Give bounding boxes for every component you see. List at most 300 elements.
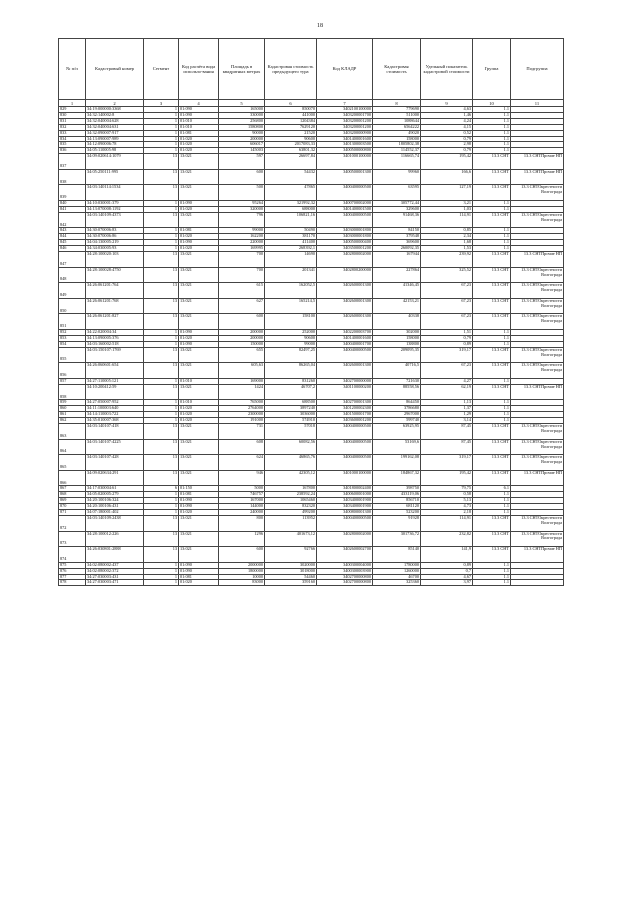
area-cell: 600 — [219, 547, 265, 563]
usage-code-cell: 01:020 — [179, 148, 219, 154]
cadastral-number-cell: 34:03:140109:4373 — [86, 212, 144, 228]
cadastral-number-cell: 34:26:030801:2888 — [86, 547, 144, 563]
segment-cell: 1 — [144, 580, 179, 586]
group-cell: 1.1 — [473, 498, 511, 504]
area-cell: 615 — [219, 283, 265, 299]
group-cell: 1.1 — [473, 400, 511, 406]
cadastral-number-cell: 34:20:100106:431 — [86, 504, 144, 510]
previous-cost-cell: 60082,56 — [265, 439, 317, 455]
group-cell: 1.1 — [473, 406, 511, 412]
specific-cost-cell: 114,91 — [421, 515, 473, 531]
row-number-cell: 874 — [59, 547, 86, 563]
cadastral-cost-cell: 99960 — [373, 169, 421, 185]
specific-cost-cell: 4,67 — [421, 574, 473, 580]
specific-cost-cell: 5,13 — [421, 498, 473, 504]
subgroup-cell: 13.3 СНТОкрестности Волгограда — [511, 363, 564, 379]
subgroup-cell: 13.3 СНТПрочие НП — [511, 154, 564, 170]
cadastral-cost-cell: 523200 — [373, 510, 421, 516]
segment-cell: 1 — [144, 206, 179, 212]
cadastral-cost-cell: 1260000 — [373, 568, 421, 574]
group-cell: 1.1 — [473, 112, 511, 118]
group-cell: 1.1 — [473, 568, 511, 574]
kladr-code-cell: 3403000001800 — [317, 234, 373, 240]
area-cell: 2000000 — [219, 562, 265, 568]
usage-code-cell: 13:021 — [179, 314, 219, 330]
specific-cost-cell: 1,29 — [421, 412, 473, 418]
cadastral-number-cell: 34:28:100020:103 — [86, 252, 144, 268]
table-row — [59, 283, 564, 299]
cadastral-number-cell: 34:02:080002:372 — [86, 568, 144, 574]
segment-cell: 1 — [144, 341, 179, 347]
cadastral-cost-cell: 6564222 — [373, 124, 421, 130]
cadastral-number-cell: 34:26:061201:768 — [86, 298, 144, 314]
kladr-code-cell: 3401000100000 — [317, 154, 373, 170]
row-number-cell: 870 — [59, 504, 86, 510]
specific-cost-cell: 0,7 — [421, 568, 473, 574]
header-usage-code: Код расчёта вида использо-вания — [179, 39, 219, 100]
previous-cost-cell: 90600 — [265, 335, 317, 341]
area-cell: 83000 — [219, 580, 265, 586]
previous-cost-cell: 238592,24 — [265, 492, 317, 498]
cadastral-number-cell: 34:07:180001:402 — [86, 510, 144, 516]
specific-cost-cell: 2,18 — [421, 510, 473, 516]
previous-cost-cell: 46865,76 — [265, 455, 317, 471]
kladr-code-cell: 3401400001500 — [317, 206, 373, 212]
previous-cost-cell: 47865 — [265, 185, 317, 201]
previous-cost-cell: 441000 — [265, 112, 317, 118]
kladr-code-cell: 3400600001000 — [317, 492, 373, 498]
cadastral-number-cell: 34:03:140109:2438 — [86, 515, 144, 531]
row-number-cell: 871 — [59, 510, 86, 516]
usage-code-cell: 13:021 — [179, 424, 219, 440]
table-row — [59, 298, 564, 314]
table-row — [59, 154, 564, 170]
cadastral-cost-cell: 184867,32 — [373, 470, 421, 486]
kladr-code-cell: 3400500000400 — [317, 240, 373, 246]
group-cell: 1.1 — [473, 201, 511, 207]
usage-code-cell: 01:020 — [179, 406, 219, 412]
usage-code-cell: 01:010 — [179, 400, 219, 406]
cadastral-number-cell: 34:32:040004:628 — [86, 118, 144, 124]
usage-code-cell: 01:090 — [179, 240, 219, 246]
segment-cell: 1 — [144, 492, 179, 498]
segment-cell: 1 — [144, 240, 179, 246]
specific-cost-cell: 0,85 — [421, 228, 473, 234]
previous-cost-cell: 688000 — [265, 206, 317, 212]
cadastral-number-cell: 34:05:020005:279 — [86, 492, 144, 498]
header-cadastral-cost: Кадастровая стоимость — [373, 39, 421, 100]
segment-cell: 13 — [144, 212, 179, 228]
area-cell: 1800000 — [219, 568, 265, 574]
row-number-cell: 848 — [59, 267, 86, 283]
area-cell: 145003 — [219, 148, 265, 154]
row-number-cell: 855 — [59, 347, 86, 363]
kladr-code-cell: 3400400000500 — [317, 347, 373, 363]
table-row — [59, 470, 564, 486]
previous-cost-cell: 3018000 — [265, 568, 317, 574]
group-cell: 13.3 СНТ — [473, 515, 511, 531]
area-cell: 191000 — [219, 418, 265, 424]
segment-cell: 1 — [144, 498, 179, 504]
usage-code-cell: 13:021 — [179, 212, 219, 228]
segment-cell: 1 — [144, 246, 179, 252]
group-cell: 13.3 СНТ — [473, 547, 511, 563]
cadastral-number-cell: 34:28:100028:4750 — [86, 267, 144, 283]
usage-code-cell: 01:081 — [179, 228, 219, 234]
segment-cell: 13 — [144, 531, 179, 547]
segment-cell: 13 — [144, 298, 179, 314]
column-number: 11 — [511, 100, 564, 107]
kladr-code-cell: 3400400001700 — [317, 341, 373, 347]
usage-code-cell: 13:021 — [179, 267, 219, 283]
cadastral-cost-cell: 1088644 — [373, 118, 421, 124]
row-number-cell: 835 — [59, 142, 86, 148]
cadastral-cost-cell: 40716,5 — [373, 363, 421, 379]
cadastral-number-cell: 34:13:070008:1192 — [86, 206, 144, 212]
kladr-code-cell: 3402600001300 — [317, 314, 373, 330]
cadastral-number-cell: 34:03:150107:1769 — [86, 347, 144, 363]
cadastral-cost-cell: 138800 — [373, 341, 421, 347]
cadastral-cost-cell: 329600 — [373, 206, 421, 212]
specific-cost-cell: 3,21 — [421, 201, 473, 207]
usage-code-cell: 01:020 — [179, 234, 219, 240]
cadastral-number-cell: 34:05:250111:995 — [86, 169, 144, 185]
page-number: 18 — [317, 23, 323, 29]
cadastral-number-cell: 34:10:030001:379 — [86, 201, 144, 207]
header-group: Группа — [473, 39, 511, 100]
cadastral-cost-cell: 63925,95 — [373, 424, 421, 440]
cadastral-cost-cell: 3786680 — [373, 406, 421, 412]
area-cell: 605,63 — [219, 363, 265, 379]
kladr-code-cell: 3400700002000 — [317, 201, 373, 207]
cadastral-cost-cell: 721630 — [373, 378, 421, 384]
kladr-code-cell: 3401200002300 — [317, 406, 373, 412]
cadastral-cost-cell: 85140 — [373, 547, 421, 563]
kladr-code-cell: 3403000001800 — [317, 228, 373, 234]
group-cell: 1.1 — [473, 130, 511, 136]
area-cell: 330000 — [219, 112, 265, 118]
column-number: 4 — [179, 100, 219, 107]
previous-cost-cell: 106821,16 — [265, 212, 317, 228]
area-cell: 320000 — [219, 206, 265, 212]
kladr-code-cell: 3400400000500 — [317, 424, 373, 440]
segment-cell: 13 — [144, 314, 179, 330]
group-cell: 1.1 — [473, 107, 511, 113]
cadastral-number-cell: 34:27:050007:952 — [86, 400, 144, 406]
cadastral-number-cell: 34:03:140107:418 — [86, 424, 144, 440]
cadastral-cost-cell: 369600 — [373, 240, 421, 246]
specific-cost-cell: 195,42 — [421, 470, 473, 486]
cadastral-cost-cell: 2967000 — [373, 412, 421, 418]
segment-cell: 1 — [144, 568, 179, 574]
usage-code-cell: 13:021 — [179, 455, 219, 471]
segment-cell: 1 — [144, 574, 179, 580]
table-row — [59, 267, 564, 283]
kladr-code-cell: 3402600001300 — [317, 298, 373, 314]
previous-cost-cell: 401673,12 — [265, 531, 317, 547]
cadastral-number-cell: 34:27:110005:121 — [86, 378, 144, 384]
cadastral-cost-cell: 158000 — [373, 335, 421, 341]
usage-code-cell: 13:021 — [179, 298, 219, 314]
kladr-code-cell: 3402600001300 — [317, 363, 373, 379]
cadastral-number-cell: 34:32:040004:631 — [86, 124, 144, 130]
usage-code-cell: 13:021 — [179, 252, 219, 268]
group-cell: 1.1 — [473, 118, 511, 124]
kladr-code-cell: 3403200001700 — [317, 112, 373, 118]
specific-cost-cell: 0,79 — [421, 335, 473, 341]
cadastral-number-cell: 34:09:020634:291 — [86, 470, 144, 486]
usage-code-cell: 01:090 — [179, 107, 219, 113]
column-number: 9 — [421, 100, 473, 107]
table-row — [59, 185, 564, 201]
group-cell: 13.3 СНТ — [473, 169, 511, 185]
specific-cost-cell: 62,19 — [421, 384, 473, 400]
kladr-code-cell: 3401500001700 — [317, 412, 373, 418]
row-number-cell: 853 — [59, 335, 86, 341]
group-cell: 13.3 СНТ — [473, 185, 511, 201]
area-cell: 746757 — [219, 492, 265, 498]
kladr-code-cell: 3401100000200 — [317, 384, 373, 400]
area-cell: 624 — [219, 455, 265, 471]
kladr-code-cell: 3402800200000 — [317, 267, 373, 283]
usage-code-cell: 01:090 — [179, 112, 219, 118]
cadastral-cost-cell: 88558,56 — [373, 384, 421, 400]
specific-cost-cell: 0,89 — [421, 562, 473, 568]
specific-cost-cell: 79,75 — [421, 486, 473, 492]
specific-cost-cell: 0,79 — [421, 136, 473, 142]
cadastral-cost-cell: 301736,72 — [373, 531, 421, 547]
table-row — [59, 580, 564, 586]
row-number-cell: 830 — [59, 112, 86, 118]
specific-cost-cell: 4,63 — [421, 107, 473, 113]
cadastral-cost-cell: 42153,21 — [373, 298, 421, 314]
usage-code-cell: 01:090 — [179, 498, 219, 504]
segment-cell: 13 — [144, 185, 179, 201]
group-cell: 13.3 СНТ — [473, 267, 511, 283]
table-row — [59, 363, 564, 379]
row-number-cell: 850 — [59, 298, 86, 314]
group-cell: 1.1 — [473, 148, 511, 154]
group-cell: 13.3 СНТ — [473, 283, 511, 299]
cadastral-number-cell: 34:22:020004:34 — [86, 330, 144, 336]
row-number-cell: 864 — [59, 439, 86, 455]
area-cell: 600 — [219, 314, 265, 330]
area-cell: 165000 — [219, 107, 265, 113]
header-segment: Сегмент — [144, 39, 179, 100]
group-cell: 1.1 — [473, 562, 511, 568]
subgroup-cell: 13.3 СНТОкрестности Волгограда — [511, 347, 564, 363]
group-cell: 13.3 СНТ — [473, 252, 511, 268]
group-cell: 1.1 — [473, 335, 511, 341]
subgroup-cell: 13.3 СНТОкрестности Волгограда — [511, 515, 564, 531]
group-cell: 1.1 — [473, 330, 511, 336]
usage-code-cell: 13:021 — [179, 547, 219, 563]
segment-cell: 1 — [144, 406, 179, 412]
subgroup-cell: 13.3 СНТПрочие НП — [511, 252, 564, 268]
row-number-cell: 842 — [59, 212, 86, 228]
kladr-code-cell: 3403600001200 — [317, 418, 373, 424]
specific-cost-cell: 1,51 — [421, 330, 473, 336]
kladr-code-cell: 3401800002400 — [317, 486, 373, 492]
cadastral-number-cell: 34:30:070006:86 — [86, 234, 144, 240]
table-row — [59, 212, 564, 228]
subgroup-cell: 13.3 СНТОкрестности Волгограда — [511, 424, 564, 440]
group-cell: 1.1 — [473, 418, 511, 424]
column-number: 2 — [86, 100, 144, 107]
segment-cell: 6 — [144, 486, 179, 492]
group-cell: 13.3 СНТ — [473, 363, 511, 379]
header-specific-cost: Удельный показатель кадастровой стоимости — [421, 39, 473, 100]
usage-code-cell: 01:020 — [179, 246, 219, 252]
kladr-code-cell: 3401300003500 — [317, 142, 373, 148]
cadastral-cost-cell: 325360 — [373, 580, 421, 586]
segment-cell: 13 — [144, 515, 179, 531]
previous-cost-cell: 832320 — [265, 504, 317, 510]
column-number: 7 — [317, 100, 373, 107]
kladr-code-cell: 3402200003700 — [317, 330, 373, 336]
kladr-code-cell: 3402800002000 — [317, 252, 373, 268]
area-cell: 700 — [219, 267, 265, 283]
usage-code-cell: 01:081 — [179, 130, 219, 136]
previous-cost-cell: 167800 — [265, 486, 317, 492]
cadastral-cost-cell: 167944 — [373, 252, 421, 268]
table-row — [59, 424, 564, 440]
segment-cell: 13 — [144, 455, 179, 471]
segment-cell: 13 — [144, 384, 179, 400]
usage-code-cell: 01:081 — [179, 574, 219, 580]
row-number-cell: 847 — [59, 252, 86, 268]
cadastral-number-cell: 34:12:090006:78 — [86, 142, 144, 148]
specific-cost-cell: 2,98 — [421, 142, 473, 148]
subgroup-cell: 13.3 СНТОкрестности Волгограда — [511, 314, 564, 330]
subgroup-cell: 13.3 СНТПрочие НП — [511, 384, 564, 400]
area-cell: 765000 — [219, 400, 265, 406]
row-number-cell: 852 — [59, 330, 86, 336]
previous-cost-cell: 63801,32 — [265, 148, 317, 154]
previous-cost-cell: 42305,12 — [265, 470, 317, 486]
area-cell: 606017 — [219, 142, 265, 148]
kladr-code-cell: 3402600001300 — [317, 283, 373, 299]
cadastral-number-cell: 34:20:100106:324 — [86, 498, 144, 504]
row-number-cell: 837 — [59, 154, 86, 170]
column-number: 5 — [219, 100, 265, 107]
area-cell: 95264 — [219, 201, 265, 207]
row-number-cell: 877 — [59, 574, 86, 580]
row-number-cell: 839 — [59, 185, 86, 201]
row-number-cell: 872 — [59, 515, 86, 531]
row-number-cell: 831 — [59, 118, 86, 124]
subgroup-cell: 13.3 СНТПрочие НП — [511, 470, 564, 486]
area-cell: 167000 — [219, 498, 265, 504]
area-cell: 597 — [219, 154, 265, 170]
row-number-cell: 844 — [59, 234, 86, 240]
segment-cell: 1 — [144, 136, 179, 142]
specific-cost-cell: 1,13 — [421, 400, 473, 406]
usage-code-cell: 01:020 — [179, 510, 219, 516]
cadastral-cost-cell: 511000 — [373, 112, 421, 118]
specific-cost-cell: 87,45 — [421, 439, 473, 455]
area-cell: 240000 — [219, 510, 265, 516]
usage-code-cell: 13:021 — [179, 531, 219, 547]
kladr-code-cell: 3400400000500 — [317, 515, 373, 531]
cadastral-cost-cell: 46700 — [373, 574, 421, 580]
previous-cost-cell: 57018 — [265, 424, 317, 440]
subgroup-cell — [511, 580, 564, 586]
cadastral-value-table — [58, 38, 564, 586]
row-number-cell: 845 — [59, 240, 86, 246]
area-cell: 90000 — [219, 130, 265, 136]
area-cell: 150000 — [219, 341, 265, 347]
cadastral-number-cell: 34:34:030005:93 — [86, 246, 144, 252]
area-cell: 256800 — [219, 118, 265, 124]
cadastral-number-cell: 34:35:010007:368 — [86, 418, 144, 424]
usage-code-cell: 01:010 — [179, 118, 219, 124]
kladr-code-cell: 3400300004000 — [317, 562, 373, 568]
previous-cost-cell: 688500 — [265, 400, 317, 406]
column-number: 1 — [59, 100, 86, 107]
cadastral-number-cell: 34:19:000000:3368 — [86, 107, 144, 113]
usage-code-cell: 13:021 — [179, 439, 219, 455]
segment-cell: 1 — [144, 118, 179, 124]
header-subgroup: Подгруппа — [511, 39, 564, 100]
kladr-code-cell: 3400400000500 — [317, 185, 373, 201]
cadastral-cost-cell: 864450 — [373, 400, 421, 406]
header-cadastral-number: Кадастровый номер — [86, 39, 144, 100]
segment-cell: 13 — [144, 283, 179, 299]
usage-code-cell: 13:021 — [179, 283, 219, 299]
previous-cost-cell: 268392,1 — [265, 246, 317, 252]
segment-cell: 1 — [144, 228, 179, 234]
subgroup-cell: 13.3 СНТОкрестности Волгограда — [511, 267, 564, 283]
previous-cost-cell: 54460 — [265, 574, 317, 580]
previous-cost-cell: 499200 — [265, 510, 317, 516]
specific-cost-cell: 1,46 — [421, 112, 473, 118]
specific-cost-cell: 3,97 — [421, 580, 473, 586]
table-row — [59, 252, 564, 268]
row-number-cell: 867 — [59, 486, 86, 492]
segment-cell: 1 — [144, 335, 179, 341]
specific-cost-cell: 319,17 — [421, 455, 473, 471]
column-number: 8 — [373, 100, 421, 107]
kladr-code-cell: 3403200001200 — [317, 124, 373, 130]
specific-cost-cell: 127,19 — [421, 185, 473, 201]
cadastral-number-cell: 34:10:200412:59 — [86, 384, 144, 400]
row-number-cell: 873 — [59, 531, 86, 547]
previous-cost-cell: 86265,04 — [265, 363, 317, 379]
previous-cost-cell: 201341 — [265, 267, 317, 283]
cadastral-cost-cell: 114552,37 — [373, 148, 421, 154]
kladr-code-cell: 3403200000900 — [317, 130, 373, 136]
header-previous-cost: Кадастровая стоимость предыдущего тура — [265, 39, 317, 100]
table-row — [59, 169, 564, 185]
segment-cell: 1 — [144, 400, 179, 406]
area-cell: 731 — [219, 424, 265, 440]
kladr-code-cell: 3403400001900 — [317, 498, 373, 504]
specific-cost-cell: 0,58 — [421, 492, 473, 498]
previous-cost-cell: 831260 — [265, 378, 317, 384]
group-cell: 6.1 — [473, 486, 511, 492]
usage-code-cell: 01:081 — [179, 492, 219, 498]
group-cell: 1.1 — [473, 206, 511, 212]
specific-cost-cell: 0,52 — [421, 130, 473, 136]
previous-cost-cell: 252000 — [265, 330, 317, 336]
specific-cost-cell: 3,14 — [421, 418, 473, 424]
specific-cost-cell: 1,68 — [421, 240, 473, 246]
cadastral-number-cell: 34:26:060601:654 — [86, 363, 144, 379]
cadastral-number-cell: 34:32:090007:917 — [86, 130, 144, 136]
kladr-code-cell: 3401400001600 — [317, 335, 373, 341]
cadastral-cost-cell: 63595 — [373, 185, 421, 201]
